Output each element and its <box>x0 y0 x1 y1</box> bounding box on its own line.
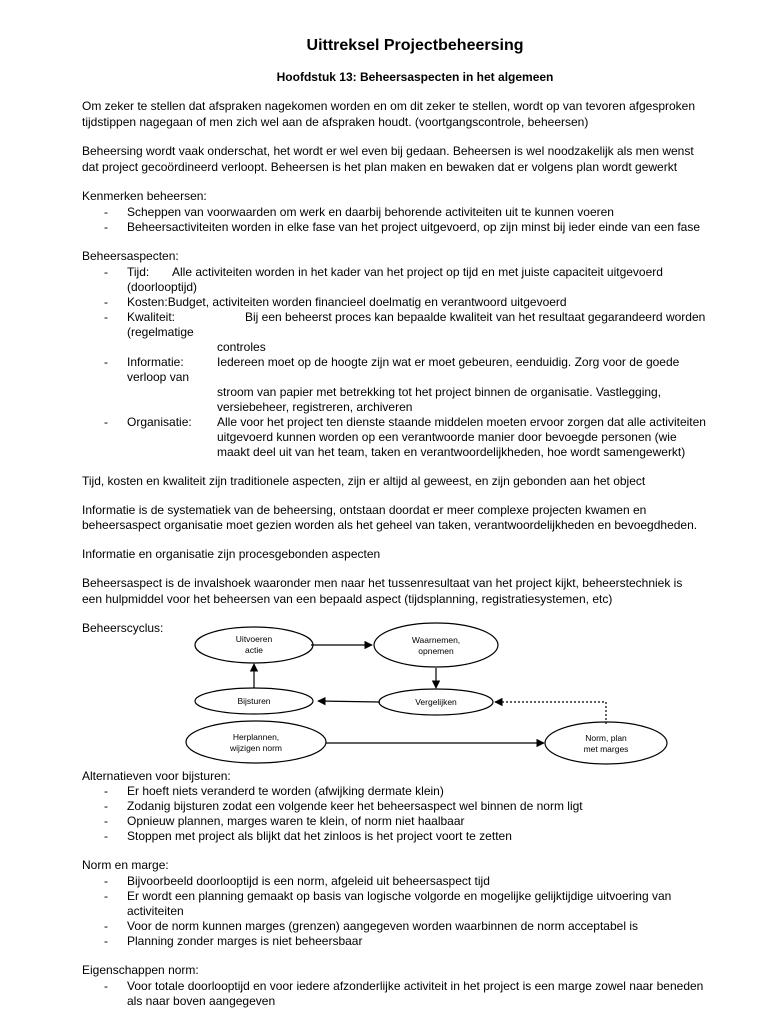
aspect-text-informatie-cont: stroom van papier met betrekking tot het project binnen de organisatie. Vastlegging, <box>217 385 662 399</box>
arrow-vergelijken-bijsturen <box>318 701 380 702</box>
bullet-dash: - <box>104 295 108 309</box>
para-invals-line-2: een hulpmiddel voor het beheersen van een bepaald aspect (tijdsplanning, registratiesystemen, etc) <box>82 592 613 606</box>
node-uitvoeren-label: Uitvoeren <box>235 634 273 644</box>
aspecten-heading: Beheersaspecten: <box>82 249 179 263</box>
bullet-dash: - <box>104 784 108 798</box>
kenmerken-heading: Kenmerken beheersen: <box>82 189 207 203</box>
node-norm <box>545 722 667 764</box>
bullet-dash: - <box>104 265 108 279</box>
list-item: Stoppen met project als blijkt dat het zinloos is het project voort te zetten <box>127 829 512 843</box>
node-bijsturen-label: Bijsturen <box>237 696 271 706</box>
chapter-heading: Hoofdstuk 13: Beheersaspecten in het algemeen <box>276 70 554 84</box>
node-norm-label: Norm, plan <box>585 733 627 743</box>
eigenschappen-heading: Eigenschappen norm: <box>82 963 199 977</box>
list-item: Zodanig bijsturen zodat een volgende keer het beheersaspect wel binnen de norm ligt <box>127 799 583 813</box>
aspect-text-kwaliteit: Bij een beheerst proces kan bepaalde kwaliteit van het resultaat gegarandeerd worden <box>245 310 706 324</box>
page-title: Uittreksel Projectbeheersing <box>306 37 524 54</box>
aspect-text-kwaliteit-cont: (regelmatige <box>127 325 194 339</box>
list-item: Beheersactiviteiten worden in elke fase van het project uitgevoerd, op zijn minst bij ieder einde van een fase <box>127 220 701 234</box>
list-item: Voor totale doorlooptijd en voor iedere afzonderlijke activiteit in het project is een marge zowel naar beneden <box>127 979 704 993</box>
para2-line-1: Beheersing wordt vaak onderschat, het wordt er wel even bij gedaan. Beheersen is wel noodzakelijk als men wenst <box>82 144 694 158</box>
para-tijd: Tijd, kosten en kwaliteit zijn traditionele aspecten, zijn er altijd al geweest, en zijn gebonden aan het object <box>82 474 646 488</box>
list-item: Er hoeft niets veranderd te worden (afwijking dermate klein) <box>127 784 444 798</box>
node-waarnemen-label: Waarnemen, <box>411 635 461 645</box>
bullet-dash: - <box>104 205 108 219</box>
node-waarnemen <box>374 623 498 667</box>
bullet-dash: - <box>104 919 108 933</box>
list-item: Planning zonder marges is niet beheersbaar <box>127 934 363 948</box>
list-item: Er wordt een planning gemaakt op basis van logische volgorde en mogelijke gelijktijdige uitvoering van <box>127 889 672 903</box>
aspect-label-tijd: Tijd: <box>127 265 150 279</box>
aspect-text-organisatie-cont: uitgevoerd kunnen worden op een verantwoorde manier door bevoegde personen (wie <box>217 430 677 444</box>
list-item: Bijvoorbeeld doorlooptijd is een norm, afgeleid uit beheersaspect tijd <box>127 874 490 888</box>
aspect-text-organisatie-cont: maakt deel uit van het team, taken en verantwoordelijkheden, hoe wordt samengewerkt) <box>217 445 686 459</box>
bullet-dash: - <box>104 814 108 828</box>
para-info-line-1: Informatie is de systematiek van de beheersing, ontstaan doordat er meer complexe projecten kwamen en <box>82 503 647 517</box>
list-item: Scheppen van voorwaarden om werk en daarbij behorende activiteiten uit te kunnen voeren <box>127 205 614 219</box>
aspect-text-informatie-cont: versiebeheer, registreren, archiveren <box>217 400 413 414</box>
bullet-dash: - <box>104 355 108 369</box>
aspect-label-informatie: Informatie: <box>127 355 184 369</box>
node-herplannen-label: Herplannen, <box>232 732 280 742</box>
aspect-label-organisatie: Organisatie: <box>127 415 192 429</box>
para2-line-2: dat project gecoördineerd verloopt. Beheersen is het plan maken en bewaken dat er volgens plan wordt gewerkt <box>82 160 678 174</box>
aspect-text-informatie-cont: verloop van <box>127 370 190 384</box>
bullet-dash: - <box>104 220 108 234</box>
list-item-cont: activiteiten <box>127 904 184 918</box>
bullet-dash: - <box>104 874 108 888</box>
list-item: Opnieuw plannen, marges waren te klein, of norm niet haalbaar <box>127 814 465 828</box>
para-info-line-2: beheersaspect organisatie moet gezien worden als het geheel van taken, verantwoordelijkheden en bevoegdheden. <box>82 518 698 532</box>
norm-marge-heading: Norm en marge: <box>82 858 169 872</box>
bullet-dash: - <box>104 934 108 948</box>
aspect-text-tijd-cont: (doorlooptijd) <box>127 280 198 294</box>
alternatieven-heading: Alternatieven voor bijsturen: <box>82 769 231 783</box>
node-herplannen <box>186 721 326 763</box>
intro-line-1: Om zeker te stellen dat afspraken nagekomen worden en om dit zeker te stellen, wordt op van tevoren afgesproken <box>82 99 696 113</box>
aspect-text-informatie: Iedereen moet op de hoogte zijn wat er moet gebeuren, eenduidig. Zorg voor de goede <box>217 355 680 369</box>
node-uitvoeren-label: actie <box>245 645 263 655</box>
arrow-norm-vergelijken <box>495 702 606 724</box>
node-norm-label: met marges <box>583 744 629 754</box>
list-item-cont: als naar boven aangegeven <box>127 994 276 1008</box>
aspect-text-organisatie: Alle voor het project ten dienste staande middelen moeten ervoor zorgen dat alle activiteiten <box>217 415 706 429</box>
para-invals-line-1: Beheersaspect is de invalshoek waaronder men naar het tussenresultaat van het project kijkt, beheerstechniek is <box>82 576 683 590</box>
node-herplannen-label: wijzigen norm <box>230 743 282 753</box>
bullet-dash: - <box>104 979 108 993</box>
bullet-dash: - <box>104 799 108 813</box>
bullet-dash: - <box>104 310 108 324</box>
aspect-kosten: Kosten:Budget, activiteiten worden financieel doelmatig en verantwoord uitgevoerd <box>127 295 567 309</box>
intro-line-2: tijdstippen nagegaan of men zich wel aan de afspraken houdt. (voortgangscontrole, beheersen) <box>82 115 589 129</box>
para-proces: Informatie en organisatie zijn procesgebonden aspecten <box>82 547 381 561</box>
node-waarnemen-label: opnemen <box>418 646 454 656</box>
node-vergelijken-label: Vergelijken <box>415 697 457 707</box>
aspect-text-tijd: Alle activiteiten worden in het kader van het project op tijd en met juiste capaciteit uitgevoerd <box>172 265 663 279</box>
aspect-label-kwaliteit: Kwaliteit: <box>127 310 176 324</box>
bullet-dash: - <box>104 829 108 843</box>
list-item: Voor de norm kunnen marges (grenzen) aangegeven worden waarbinnen de norm acceptabel is <box>127 919 638 933</box>
bullet-dash: - <box>104 415 108 429</box>
aspect-text-kwaliteit-cont: controles <box>217 340 266 354</box>
bullet-dash: - <box>104 889 108 903</box>
cyclus-label: Beheerscyclus: <box>82 621 164 635</box>
